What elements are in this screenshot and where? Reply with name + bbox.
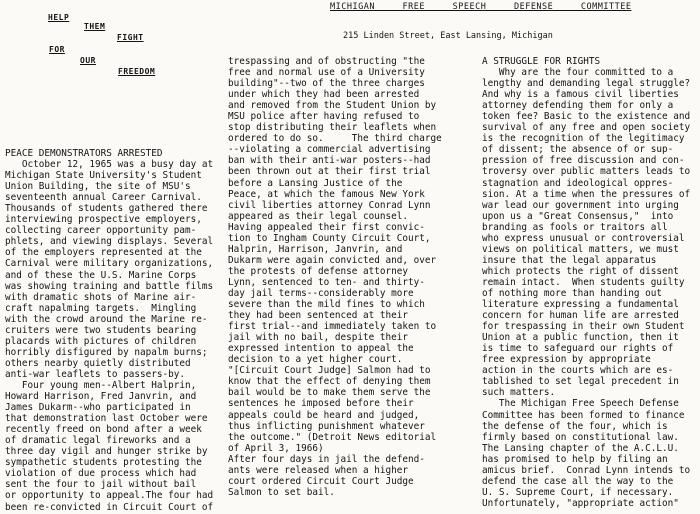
col3-line: Why are the four committed to a	[482, 67, 674, 79]
col3-line: pression of free discussion and con-	[482, 155, 685, 167]
col3-line: for trespassing in their own Student	[482, 321, 685, 333]
col3-line: defend the case all the way to the	[482, 475, 674, 487]
col3-line: of nothing more than handing out	[482, 287, 663, 299]
col1-line: and of these the U.S. Marine Corps	[5, 269, 197, 281]
col3-line: Unfortunately, "appropriate action"	[482, 497, 679, 509]
col3-line: remain intact. When students guilty	[482, 276, 685, 288]
col2-line: free and normal use of a University	[228, 67, 425, 79]
col3-line: sion. At a time when the pressures of	[482, 188, 691, 200]
col3-line: stagnation and ideological oppres-	[482, 177, 674, 189]
col2-line: Halprin, Harrison, Janvrin, and	[228, 243, 403, 255]
col1-line: Carnival were military organizations,	[5, 258, 214, 270]
col3-line: A STRUGGLE FOR RIGHTS	[482, 56, 601, 67]
col3-line: literature expressing a fundamental	[482, 299, 679, 311]
col2-line: Having appealed their first convic-	[228, 221, 425, 233]
col3-line: lengthy and demanding legal struggle?	[482, 78, 691, 90]
col3-line: concern for human life are arrested	[482, 310, 679, 322]
col3-line: is the recognition of the legitimacy	[482, 133, 685, 145]
col1-line: sympathetic students protesting the	[5, 457, 202, 469]
col2-line: Salmon to set bail.	[228, 486, 335, 498]
col2-line: ordered to do so. The third charge	[228, 133, 442, 145]
col2-line: bail would be to make them serve the	[228, 387, 431, 399]
col1-line: cruiters were two students bearing	[5, 324, 197, 336]
col3-line: The Lansing chapter of the A.C.L.U.	[482, 442, 679, 454]
col2-line: Dukarm were again convicted and, over	[228, 254, 437, 266]
slogan-freedom: FREEDOM	[118, 67, 156, 76]
col2-line: appeared as their legal counsel.	[228, 210, 409, 222]
col3-line: upon us a "Great Consensus," into	[482, 210, 674, 222]
col1-line: Four young men--Albert Halprin,	[5, 379, 197, 391]
col3-line: of dissent; the absence of or sup-	[482, 144, 674, 156]
column-2	[228, 56, 476, 498]
col1-line: of dramatic legal fireworks and a	[5, 435, 191, 447]
col1-line: seventeenth annual Career Carnival.	[5, 192, 202, 204]
col2-line: building"--two of the three charges	[228, 78, 425, 90]
col3-line: attorney defending them for only a	[482, 100, 674, 112]
col2-line: first trial--and immediately taken to	[228, 321, 437, 333]
col3-line: firmly based on constitutional law.	[482, 431, 679, 443]
col2-line: ants were released when a higher	[228, 464, 409, 476]
col2-line: MSU police after having refused to	[228, 111, 420, 123]
col1-line: phlets, and viewing displays. Several	[5, 236, 214, 248]
col3-line: Committee has been formed to finance	[482, 409, 685, 421]
col1-line: Union Building, the site of MSU's	[5, 181, 191, 193]
column-3	[482, 56, 697, 509]
col3-line: such matters.	[482, 387, 556, 399]
col3-line: war lead our government into urging	[482, 199, 679, 211]
col3-line: views on political matters, we must	[482, 243, 679, 255]
col3-line: the defense of the four, which is	[482, 420, 668, 432]
col3-line: tablished to set legal precedent in	[482, 376, 679, 388]
col1-line: anti-war leaflets to passers-by.	[5, 368, 186, 380]
col3-line: insure that the legal apparatus	[482, 254, 657, 266]
col1-line: of the employers represented at the	[5, 247, 202, 259]
col3-line: And why is a famous civil liberties	[482, 89, 679, 101]
col2-line: civil liberties attorney Conrad Lynn	[228, 199, 431, 211]
col1-line: PEACE DEMONSTRATORS ARRESTED	[5, 148, 163, 159]
col2-line: After four days in jail the defend-	[228, 453, 425, 465]
col1-line: was showing training and battle films	[5, 280, 214, 292]
col3-line: survival of any free and open society	[482, 122, 691, 134]
col1-line: with dramatic shots of Marine air-	[5, 291, 197, 303]
col3-line: troversy over public matters leads to	[482, 166, 691, 178]
col1-line: that demonstration last October were	[5, 413, 208, 425]
col2-line: been thrown out at their first trial	[228, 166, 431, 178]
col1-line: placards with pictures of children	[5, 335, 197, 347]
col3-line: branding as fools or traitors all	[482, 221, 668, 233]
slogan-our: OUR	[80, 56, 96, 65]
col2-line: they had been sentenced at their	[228, 310, 409, 322]
col1-line: sent the four to jail without bail	[5, 479, 197, 491]
col2-line: the protests of defense attorney	[228, 265, 409, 277]
col3-line: Union at a public function, then it	[482, 332, 679, 344]
col2-line: decision to a yet higher court.	[228, 354, 403, 366]
col2-line: court ordered Circuit Court Judge	[228, 475, 414, 487]
col1-line: others nearby quietly distributed	[5, 357, 191, 369]
col2-line: "[Circuit Court Judge] Salmon had to	[228, 365, 431, 377]
col3-line: which protects the right of dissent	[482, 265, 679, 277]
col1-line: been re-convicted in Circuit Court of	[5, 501, 214, 513]
col2-line: --violating a commercial advertising	[228, 144, 431, 156]
col2-line: under which they had been arrested	[228, 89, 420, 101]
col2-line: Lynn, sentenced to ten- and thirty-	[228, 276, 425, 288]
col3-line: is time to safeguard our rights of	[482, 343, 674, 355]
col1-line: Michigan State University's Student	[5, 170, 202, 182]
col2-line: the outcome." (Detroit News editorial	[228, 431, 437, 443]
col1-line: horribly disfigured by napalm burns;	[5, 346, 208, 358]
col2-line: know that the effect of denying them	[228, 376, 431, 388]
col3-line: U. S. Supreme Court, if necessary.	[482, 486, 674, 498]
col1-line: or opportunity to appeal.The four had	[5, 490, 214, 502]
col3-line: The Michigan Free Speech Defense	[482, 398, 679, 410]
col2-line: tion to Ingham County Circuit Court,	[228, 232, 431, 244]
col2-line: and removed from the Student Union by	[228, 100, 437, 112]
col2-line: ban with their anti-war posters--had	[228, 155, 431, 167]
col2-line: thus inflicting punishment whatever	[228, 420, 425, 432]
col2-line: day jail terms--considerably more	[228, 287, 414, 299]
committee-title: MICHIGAN FREE SPEECH DEFENSE COMMITTEE	[330, 2, 632, 12]
slogan-them: THEM	[84, 22, 106, 31]
col2-line: jail with no bail, despite their	[228, 332, 409, 344]
col3-line: amicus brief. Conrad Lynn intends to	[482, 464, 691, 476]
col1-line: interviewing prospective employers,	[5, 214, 202, 226]
col1-line: collecting career opportunity pam-	[5, 225, 197, 237]
col2-line: appeals could be heard and judged,	[228, 409, 420, 421]
col1-line: three day vigil and hunger strike by	[5, 446, 208, 458]
col1-line: James Dukarm--who participated in	[5, 402, 191, 414]
col2-line: trespassing and of obstructing "the	[228, 56, 425, 67]
col2-line: of April 3, 1966)	[228, 442, 324, 454]
col3-line: action in the courts which are es-	[482, 365, 674, 377]
slogan-fight: FIGHT	[117, 33, 144, 42]
col1-line: craft napalming targets. Mingling	[5, 302, 197, 314]
col1-line: recently freed on bond after a week	[5, 424, 202, 436]
slogan-for: FOR	[49, 45, 65, 54]
col2-line: stop distributing their leaflets when	[228, 122, 437, 134]
slogan-help: HELP	[48, 13, 70, 22]
col3-line: free expression by appropriate	[482, 354, 651, 366]
col2-line: sentences he imposed before their	[228, 398, 414, 410]
col1-line: violation of due process which had	[5, 468, 197, 480]
col2-line: Peace, at which the famous New York	[228, 188, 425, 200]
col2-line: severe than the mild fines to which	[228, 299, 425, 311]
col1-line: October 12, 1965 was a busy day at	[5, 159, 214, 171]
col2-line: before a Lansing Justice of the	[228, 177, 403, 189]
col3-line: token fee? Basic to the existence and	[482, 111, 691, 123]
col3-line: who express unusual or controversial	[482, 232, 685, 244]
col3-line: has promised to help by filing an	[482, 453, 668, 465]
col1-line: with the crowd around the Marine re-	[5, 313, 208, 325]
committee-address: 215 Linden Street, East Lansing, Michigan	[343, 31, 553, 41]
col1-line: Thousands of students gathered there	[5, 203, 208, 215]
col1-line: Howard Harrison, Fred Janvrin, and	[5, 391, 197, 403]
column-1	[5, 148, 217, 513]
col2-line: expressed intention to appeal the	[228, 343, 414, 355]
